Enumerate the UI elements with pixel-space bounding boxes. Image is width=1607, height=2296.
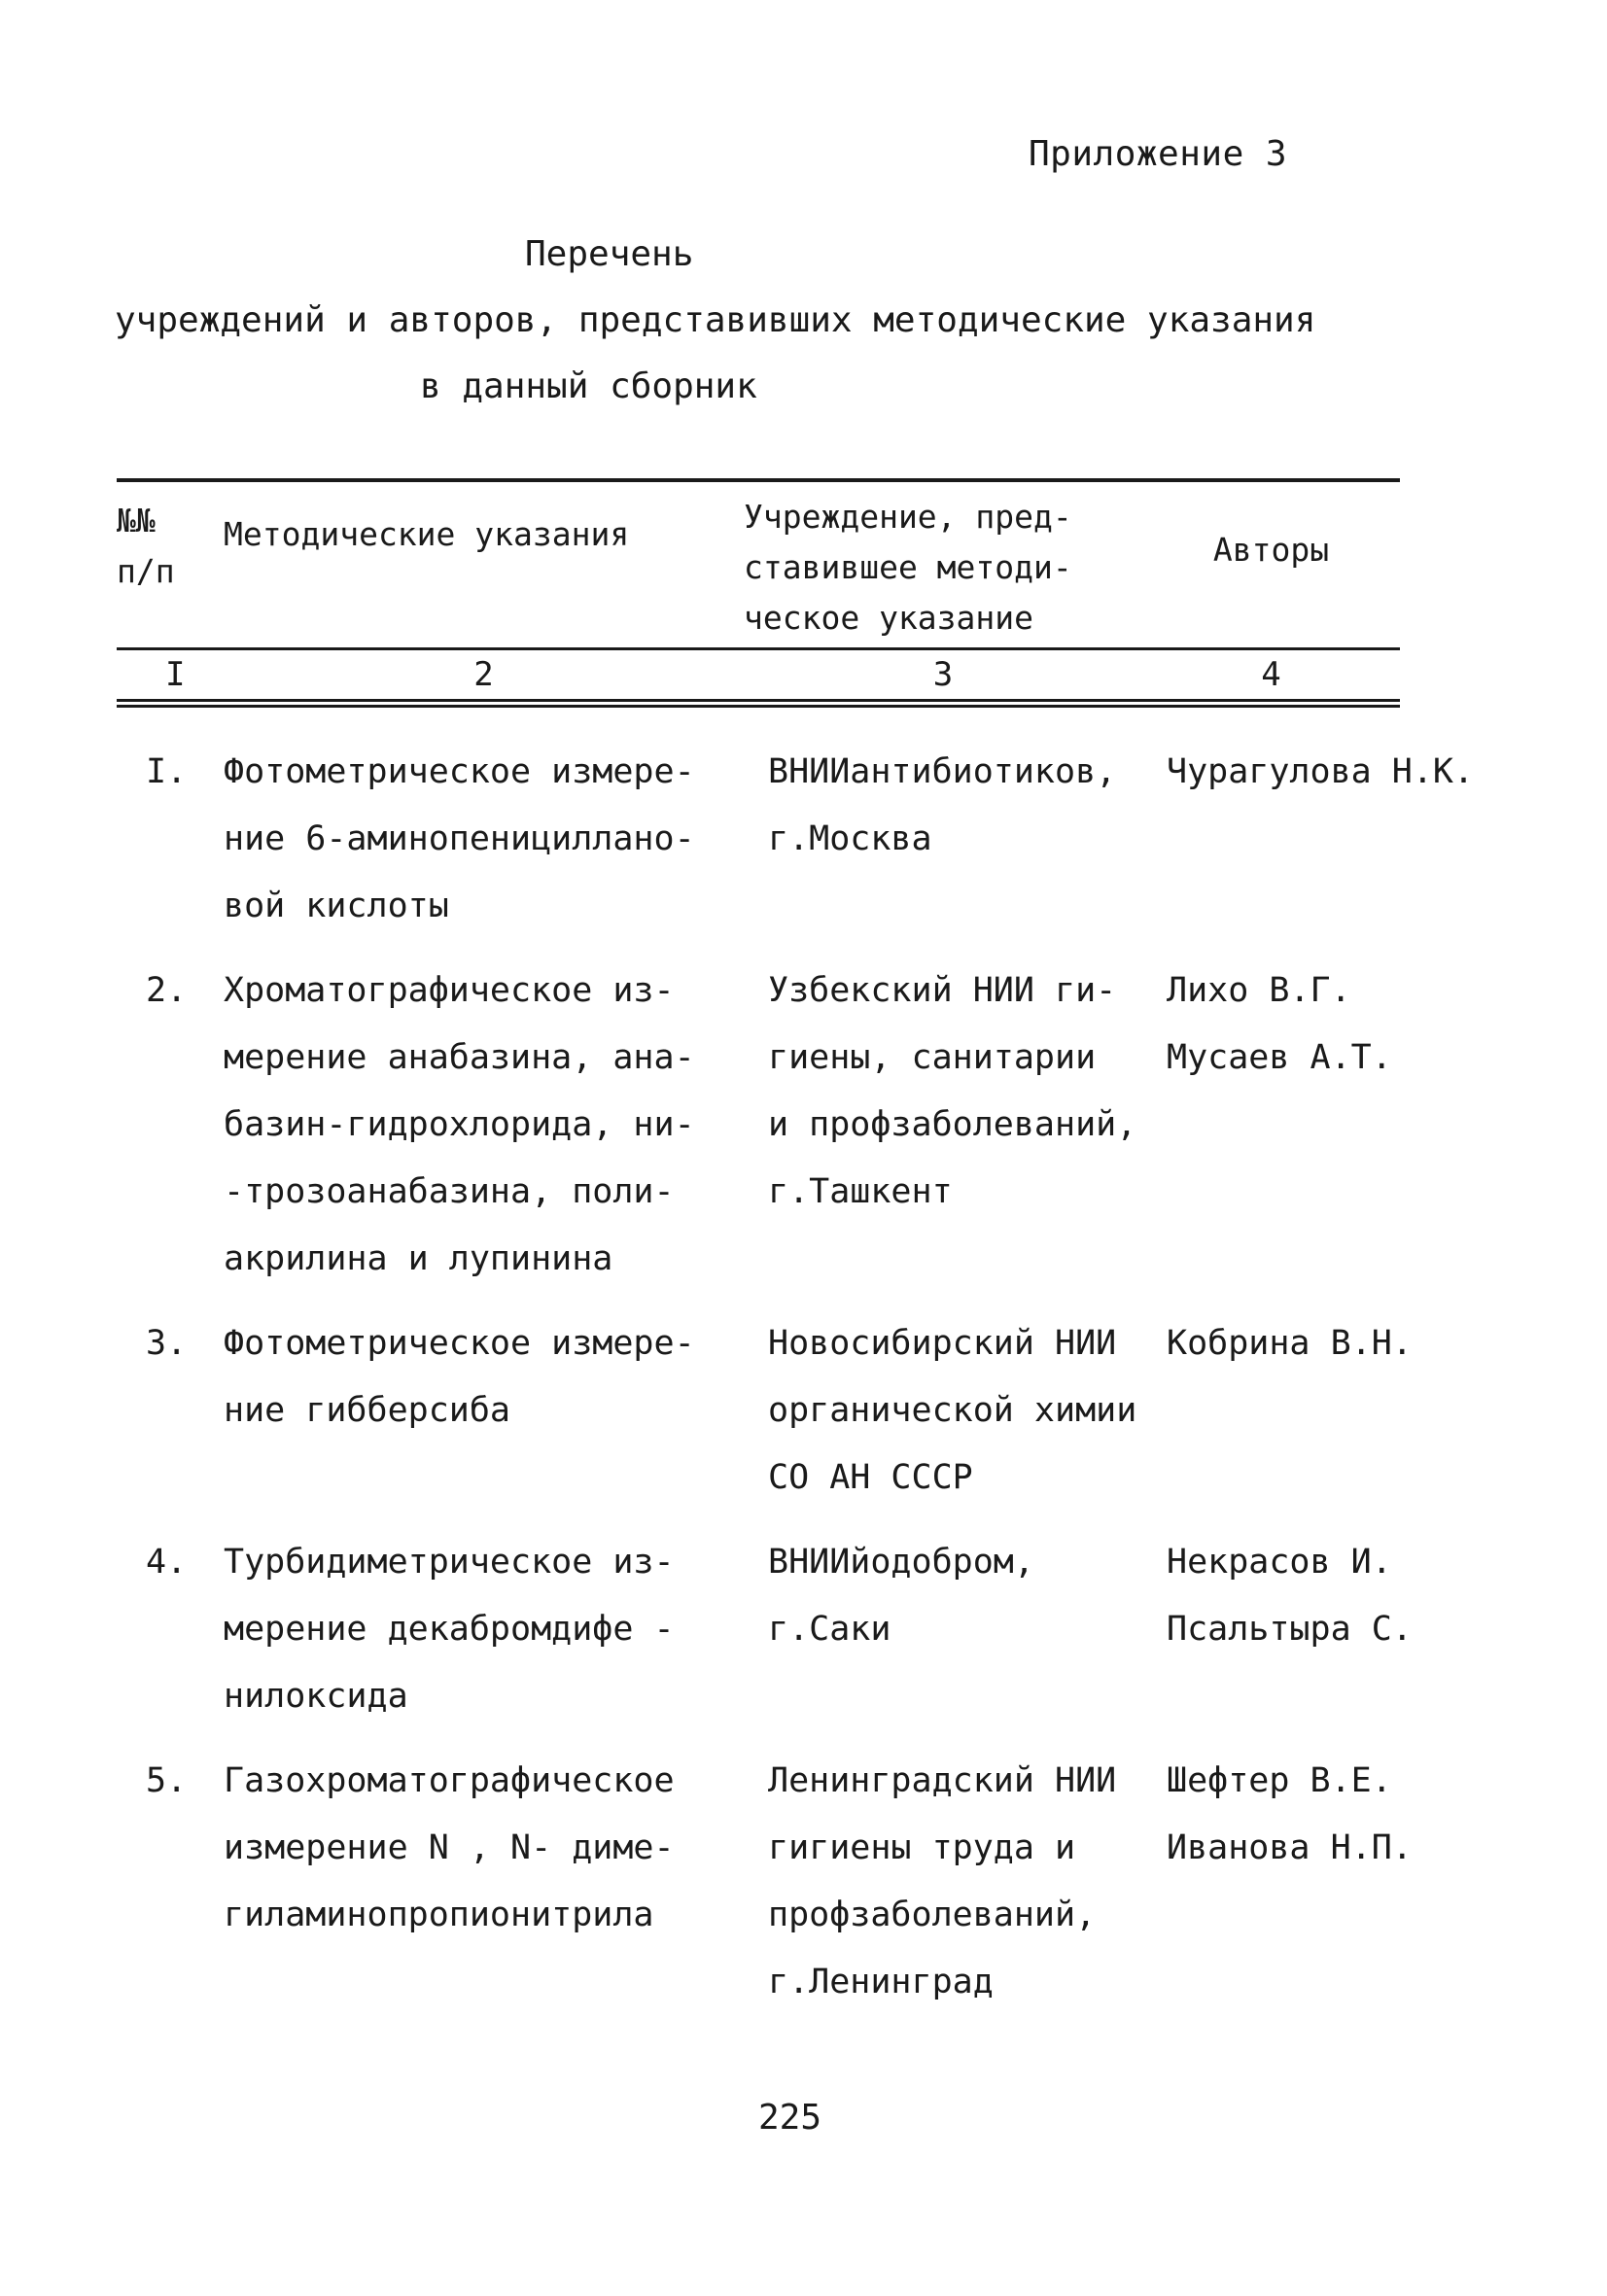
row-authors: Некрасов И. Псальтыра С. [1167, 1543, 1413, 1649]
row-method: Фотометрическое измере- ние 6-аминопенициллано- вой кислоты [224, 752, 695, 925]
row-number: 5. [146, 1761, 188, 1800]
table-row [117, 1748, 1478, 2016]
row-institution: Новосибирский НИИ органической химии СО АН СССР [768, 1324, 1137, 1497]
row-method: Газохроматографическое измерение N , N- диме- гиламинопропионитрила [224, 1761, 675, 1934]
column-number-1: I [165, 655, 186, 694]
header-authors: Авторы [1212, 531, 1330, 569]
row-institution: Ленинградский НИИ гигиены труда и профзаболеваний, г.Ленинград [768, 1761, 1117, 2001]
title-line-2: учреждений и авторов, представивших методические указания [115, 300, 1316, 340]
row-institution: ВНИИантибиотиков, г.Москва [768, 752, 1117, 858]
row-number: 2. [146, 971, 188, 1010]
table-row [117, 1529, 1478, 1730]
row-institution: ВНИИйодобром, г.Саки [768, 1543, 1034, 1649]
header-institution: Учреждение, пред- ставившее методи- ческое указание [744, 498, 1072, 637]
column-number-2: 2 [473, 655, 494, 694]
table-body [117, 739, 1478, 2034]
title-line-1: Перечень [525, 234, 694, 274]
row-method: Фотометрическое измере- ние гибберсиба [224, 1324, 695, 1430]
title-line-3: в данный сборник [420, 366, 757, 406]
document-title [97, 222, 1322, 420]
header-number-line2: п/п [117, 552, 175, 590]
row-number: I. [146, 752, 188, 791]
row-authors: Чурагулова Н.К. [1167, 752, 1475, 791]
row-number: 3. [146, 1324, 188, 1363]
row-institution: Узбекский НИИ ги- гиены, санитарии и профзаболеваний, г.Ташкент [768, 971, 1137, 1211]
table-row [117, 739, 1478, 940]
header-number [117, 482, 224, 647]
row-authors: Кобрина В.Н. [1167, 1324, 1413, 1363]
row-authors: Лихо В.Г. Мусаев А.Т. [1167, 971, 1392, 1077]
column-numbers-bottom-rule [117, 699, 1400, 708]
column-number-4: 4 [1261, 655, 1281, 694]
header-number-line1: №№ [117, 502, 156, 539]
row-number: 4. [146, 1543, 188, 1582]
column-numbers-row [117, 650, 1400, 699]
row-method: Хроматографическое из- мерение анабазина, ана- базин-гидрохлорида, ни- -трозоанабазина, поли- акрилина и лупинина [224, 971, 695, 1278]
row-method: Турбидиметрическое из- мерение декабромдифе - нилоксида [224, 1543, 675, 1716]
column-number-3: 3 [932, 655, 954, 694]
table-header-row [117, 482, 1400, 647]
table-row [117, 1310, 1478, 1512]
header-method: Методические указания [224, 515, 630, 553]
table-header-block [117, 478, 1400, 708]
row-authors: Шефтер В.Е. Иванова Н.П. [1167, 1761, 1413, 1867]
appendix-label: Приложение 3 [1029, 134, 1288, 174]
table-row [117, 957, 1478, 1293]
page-number: 225 [758, 2098, 822, 2138]
